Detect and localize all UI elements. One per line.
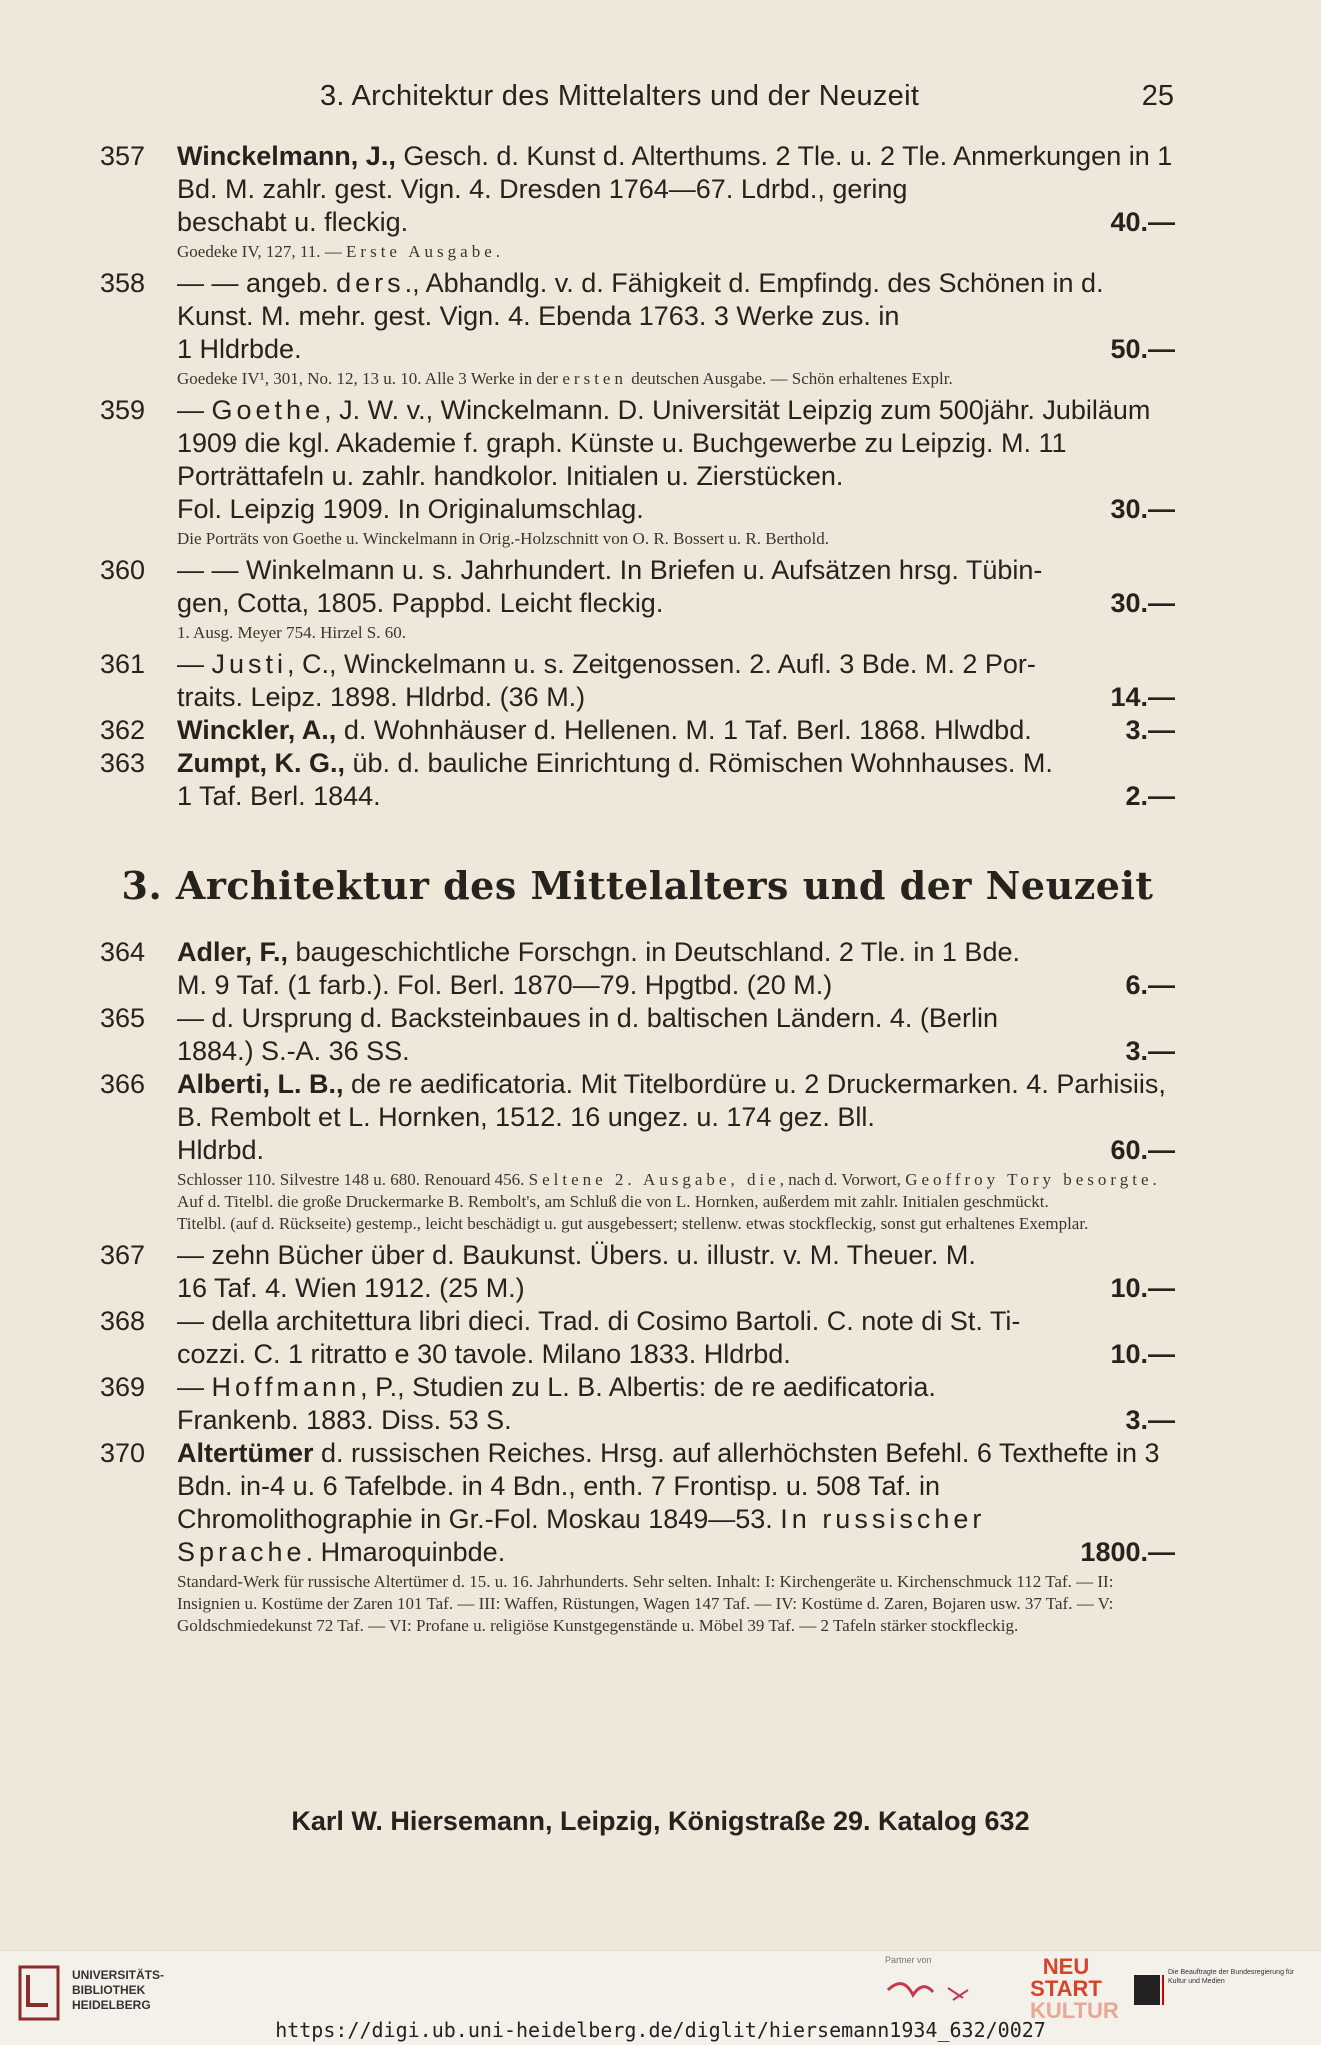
entry-price: 60.— xyxy=(1110,1135,1175,1165)
catalog-entry xyxy=(100,1437,1175,1641)
ub-line-2: BIBLIOTHEK xyxy=(72,1983,146,1997)
publisher-footer: Karl W. Hiersemann, Leipzig, Königstraße 29. Katalog 632 xyxy=(291,1806,1030,1836)
entry-body xyxy=(177,267,1175,394)
note-paragraph: 1. Ausg. Meyer 754. Hirzel S. 60. xyxy=(177,623,407,642)
catalog-entry xyxy=(100,1305,1175,1371)
ub-heidelberg-logo-icon[interactable] xyxy=(18,1965,60,2021)
entry-last-line xyxy=(177,333,1175,366)
catalog-entry xyxy=(100,267,1175,394)
entry-last-text: beschabt u. fleckig. xyxy=(177,207,409,237)
note-paragraph: Goedeke IV, 127, 11. — Erste Ausgabe. xyxy=(177,242,501,261)
entry-body xyxy=(177,936,1175,1002)
entry-last-text: Fol. Leipzig 1909. In Originalumschlag. xyxy=(177,494,644,524)
entry-body xyxy=(177,1239,1175,1305)
entry-last-text: Sprache. Hmaroquinbde. xyxy=(177,1537,506,1567)
entries-group-a xyxy=(100,140,1175,813)
entry-number: 358 xyxy=(100,268,146,298)
entry-last-text: 1884.) S.-A. 36 SS. xyxy=(177,1036,410,1066)
entry-price: 50.— xyxy=(1110,334,1175,364)
entry-text: — zehn Bücher über d. Baukunst. Übers. u. illustr. v. M. Theuer. M. xyxy=(177,1240,976,1270)
entry-number: 370 xyxy=(100,1438,146,1468)
entry-last-line xyxy=(177,714,1175,747)
entry-price: 10.— xyxy=(1110,1339,1175,1369)
entry-price: 14.— xyxy=(1110,682,1175,712)
entry-note xyxy=(177,622,1175,644)
entry-price: 30.— xyxy=(1110,494,1175,524)
entry-text: — Goethe, J. W. v., Winckelmann. D. Universität Leipzig zum 500jähr. Jubiläum 1909 die kgl. Akademie f. graph. Künste u. Buchgewerbe zu Leipzig. M. 11 Porträttafeln u. zahlr. handkolor. Initialen u. Zierstücken. xyxy=(177,395,1151,491)
entry-note xyxy=(177,368,1175,390)
entry-last-line xyxy=(177,587,1175,620)
entry-body xyxy=(177,714,1175,747)
entry-body xyxy=(177,394,1175,554)
entry-number: 368 xyxy=(100,1306,146,1336)
note-paragraph: Standard-Werk für russische Altertümer d. 15. u. 16. Jahrhunderts. Sehr selten. Inhalt: I: Kirchengeräte u. Kirchenschmuck 112 Taf. — II: Insignien u. Kostüme der Zaren 101 Taf. — III: Waffen, Rüstungen, Wagen 147 Taf. — IV: Kostüme d. Zaren, Bojaren usw. 37 Taf. — V: Goldschmiedekunst 72 Taf. — VI: Profane u. religiöse Kunstgegenstände u. Möbel 39 Taf. — 2 Tafeln stärker stockfleckig. xyxy=(177,1572,1114,1635)
neustart-line-1: NEU xyxy=(1042,1954,1090,1979)
entry-text: — della architettura libri dieci. Trad. di Cosimo Bartoli. C. note di St. Ti- xyxy=(177,1306,1021,1336)
entry-body xyxy=(177,1371,1175,1437)
entries-group-b xyxy=(100,936,1175,1641)
entry-last-text: 1 Taf. Berl. 1844. xyxy=(177,781,381,811)
entry-last-text: Hldrbd. xyxy=(177,1135,265,1165)
catalog-entry xyxy=(100,1068,1175,1239)
section-heading: 3. Architektur des Mittelalters und der Neuzeit xyxy=(121,863,1154,908)
entry-number: 369 xyxy=(100,1372,146,1402)
entry-last-line xyxy=(177,1536,1175,1569)
running-title: 3. Architektur des Mittelalters und der Neuzeit xyxy=(320,80,920,112)
entry-number: 361 xyxy=(100,649,146,679)
catalog-entry xyxy=(100,747,1175,813)
entry-number: 365 xyxy=(100,1003,146,1033)
entry-number: 357 xyxy=(100,141,146,171)
entry-last-text: traits. Leipz. 1898. Hldrbd. (36 M.) xyxy=(177,682,586,712)
entry-last-text: 16 Taf. 4. Wien 1912. (25 M.) xyxy=(177,1273,525,1303)
entry-price: 3.— xyxy=(1125,715,1175,745)
catalog-entry xyxy=(100,140,1175,267)
entry-text: — d. Ursprung d. Backsteinbaues in d. baltischen Ländern. 4. (Berlin xyxy=(177,1003,998,1033)
entry-last-line xyxy=(177,1035,1175,1068)
entry-text: — — Winkelmann u. s. Jahrhundert. In Briefen u. Aufsätzen hrsg. Tübin- xyxy=(177,555,1043,585)
entry-last-text: Frankenb. 1883. Diss. 53 S. xyxy=(177,1405,512,1435)
catalog-entry xyxy=(100,394,1175,554)
catalog-entry xyxy=(100,554,1175,648)
note-paragraph: Goedeke IV¹, 301, No. 12, 13 u. 10. Alle 3 Werke in der ersten deutschen Ausgabe. — Schön erhaltenes Explr. xyxy=(177,369,953,388)
entry-price: 2.— xyxy=(1125,781,1175,811)
note-paragraph: Schlosser 110. Silvestre 148 u. 680. Renouard 456. Seltene 2. Ausgabe, die, nach d. Vorwort, Geoffroy Tory besorgte. Auf d. Titelbl. die große Druckermarke B. Rembolt's, am Schluß die von L. Hornken, außerdem mit zahlr. Initialen geschmückt. xyxy=(177,1170,1157,1211)
entry-last-line xyxy=(177,969,1175,1002)
entry-last-line xyxy=(177,681,1175,714)
entry-text: — Justi, C., Winckelmann u. s. Zeitgenossen. 2. Aufl. 3 Bde. M. 2 Por- xyxy=(177,649,1036,679)
entry-text: Winckelmann, J., Gesch. d. Kunst d. Alterthums. 2 Tle. u. 2 Tle. Anmerkungen in 1 Bd. M. zahlr. gest. Vign. 4. Dresden 1764—67. Ldrbd., gering xyxy=(177,141,1173,204)
entry-number: 362 xyxy=(100,715,146,745)
ub-line-1: UNIVERSITÄTS- xyxy=(72,1968,165,1982)
entry-body xyxy=(177,1002,1175,1068)
entry-note xyxy=(177,1169,1175,1235)
catalog-entry xyxy=(100,648,1175,714)
entry-body xyxy=(177,1068,1175,1239)
entry-note xyxy=(177,241,1175,263)
entry-text: Altertümer d. russischen Reiches. Hrsg. auf allerhöchsten Befehl. 6 Texthefte in 3 Bdn. in-4 u. 6 Tafelbde. in 4 Bdn., enth. 7 Frontisp. u. 508 Taf. in Chromolithographie in Gr.-Fol. Moskau 1849—53. In russischer xyxy=(177,1438,1160,1534)
entry-text: — — angeb. ders., Abhandlg. v. d. Fähigkeit d. Empfindg. des Schönen in d. Kunst. M. mehr. gest. Vign. 4. Ebenda 1763. 3 Werke zus. in xyxy=(177,268,1104,331)
neustart-line-3: KULTUR xyxy=(1030,1998,1119,2023)
partner-logo-icon[interactable] xyxy=(878,1970,998,2020)
entry-last-line xyxy=(177,780,1175,813)
ub-line-3: HEIDELBERG xyxy=(72,1998,151,2012)
entry-price: 10.— xyxy=(1110,1273,1175,1303)
entry-number: 366 xyxy=(100,1069,146,1099)
entry-body xyxy=(177,554,1175,648)
entry-number: 364 xyxy=(100,937,146,967)
entry-number: 359 xyxy=(100,395,146,425)
entry-text: Alberti, L. B., de re aedificatoria. Mit Titelbordüre u. 2 Druckermarken. 4. Parhisiis, B. Rembolt et L. Hornken, 1512. 16 ungez. u. 174 gez. Bll. xyxy=(177,1069,1166,1132)
entry-text: Adler, F., baugeschichtliche Forschgn. in Deutschland. 2 Tle. in 1 Bde. xyxy=(177,937,1020,967)
ub-heidelberg-name[interactable] xyxy=(72,1968,164,2013)
entry-price: 30.— xyxy=(1110,588,1175,618)
entry-last-text: gen, Cotta, 1805. Pappbd. Leicht fleckig. xyxy=(177,588,664,618)
entry-last-text: M. 9 Taf. (1 farb.). Fol. Berl. 1870—79. Hpgtbd. (20 M.) xyxy=(177,970,833,1000)
entry-body xyxy=(177,648,1175,714)
catalog-entry xyxy=(100,714,1175,747)
catalog-entry xyxy=(100,1371,1175,1437)
entry-price: 3.— xyxy=(1125,1405,1175,1435)
entries-container xyxy=(100,140,1175,1641)
catalog-entry xyxy=(100,1239,1175,1305)
neustart-kultur-logo[interactable] xyxy=(1030,1954,1119,2023)
entry-text: — Hoffmann, P., Studien zu L. B. Albertis: de re aedificatoria. xyxy=(177,1372,936,1402)
catalog-entry xyxy=(100,1002,1175,1068)
entry-number: 360 xyxy=(100,555,146,585)
entry-last-line xyxy=(177,1404,1175,1437)
entry-number: 363 xyxy=(100,748,146,778)
note-paragraph: Titelbl. (auf d. Rückseite) gestemp., leicht beschädigt u. gut ausgebessert; stellenw. etwas stockfleckig, sonst gut erhaltenes Exemplar. xyxy=(177,1214,1089,1233)
entry-price: 40.— xyxy=(1110,207,1175,237)
page-number: 25 xyxy=(1141,80,1174,112)
neustart-line-2: START xyxy=(1030,1976,1102,2001)
bkm-label: Die Beauftragte der Bundesregierung für Kultur und Medien xyxy=(1168,1969,1295,1985)
entry-last-line xyxy=(177,206,1175,239)
entry-price: 1800.— xyxy=(1080,1537,1175,1567)
entry-body xyxy=(177,747,1175,813)
entry-last-text: cozzi. C. 1 ritratto e 30 tavole. Milano 1833. Hldrbd. xyxy=(177,1339,791,1369)
entry-last-line xyxy=(177,1338,1175,1371)
entry-body xyxy=(177,140,1175,267)
entry-text: Zumpt, K. G., üb. d. bauliche Einrichtung d. Römischen Wohnhauses. M. xyxy=(177,748,1053,778)
entry-last-text: 1 Hldrbde. xyxy=(177,334,302,364)
entry-body xyxy=(177,1437,1175,1641)
entry-last-line xyxy=(177,1134,1175,1167)
page-url[interactable]: https://digi.ub.uni-heidelberg.de/diglit/hiersemann1934_632/0027 xyxy=(275,2018,1046,2042)
entry-last-line xyxy=(177,493,1175,526)
partner-label: Partner von xyxy=(885,1955,932,1965)
entry-note xyxy=(177,528,1175,550)
note-paragraph: Die Porträts von Goethe u. Winckelmann in Orig.-Holzschnitt von O. R. Bossert u. R. Berthold. xyxy=(177,529,830,548)
catalog-entry xyxy=(100,936,1175,1002)
entry-last-text: Winckler, A., d. Wohnhäuser d. Hellenen. M. 1 Taf. Berl. 1868. Hlwdbd. xyxy=(177,715,1032,745)
entry-price: 6.— xyxy=(1125,970,1175,1000)
entry-body xyxy=(177,1305,1175,1371)
entry-price: 3.— xyxy=(1125,1036,1175,1066)
entry-last-line xyxy=(177,1272,1175,1305)
entry-number: 367 xyxy=(100,1240,146,1270)
entry-note xyxy=(177,1571,1175,1637)
